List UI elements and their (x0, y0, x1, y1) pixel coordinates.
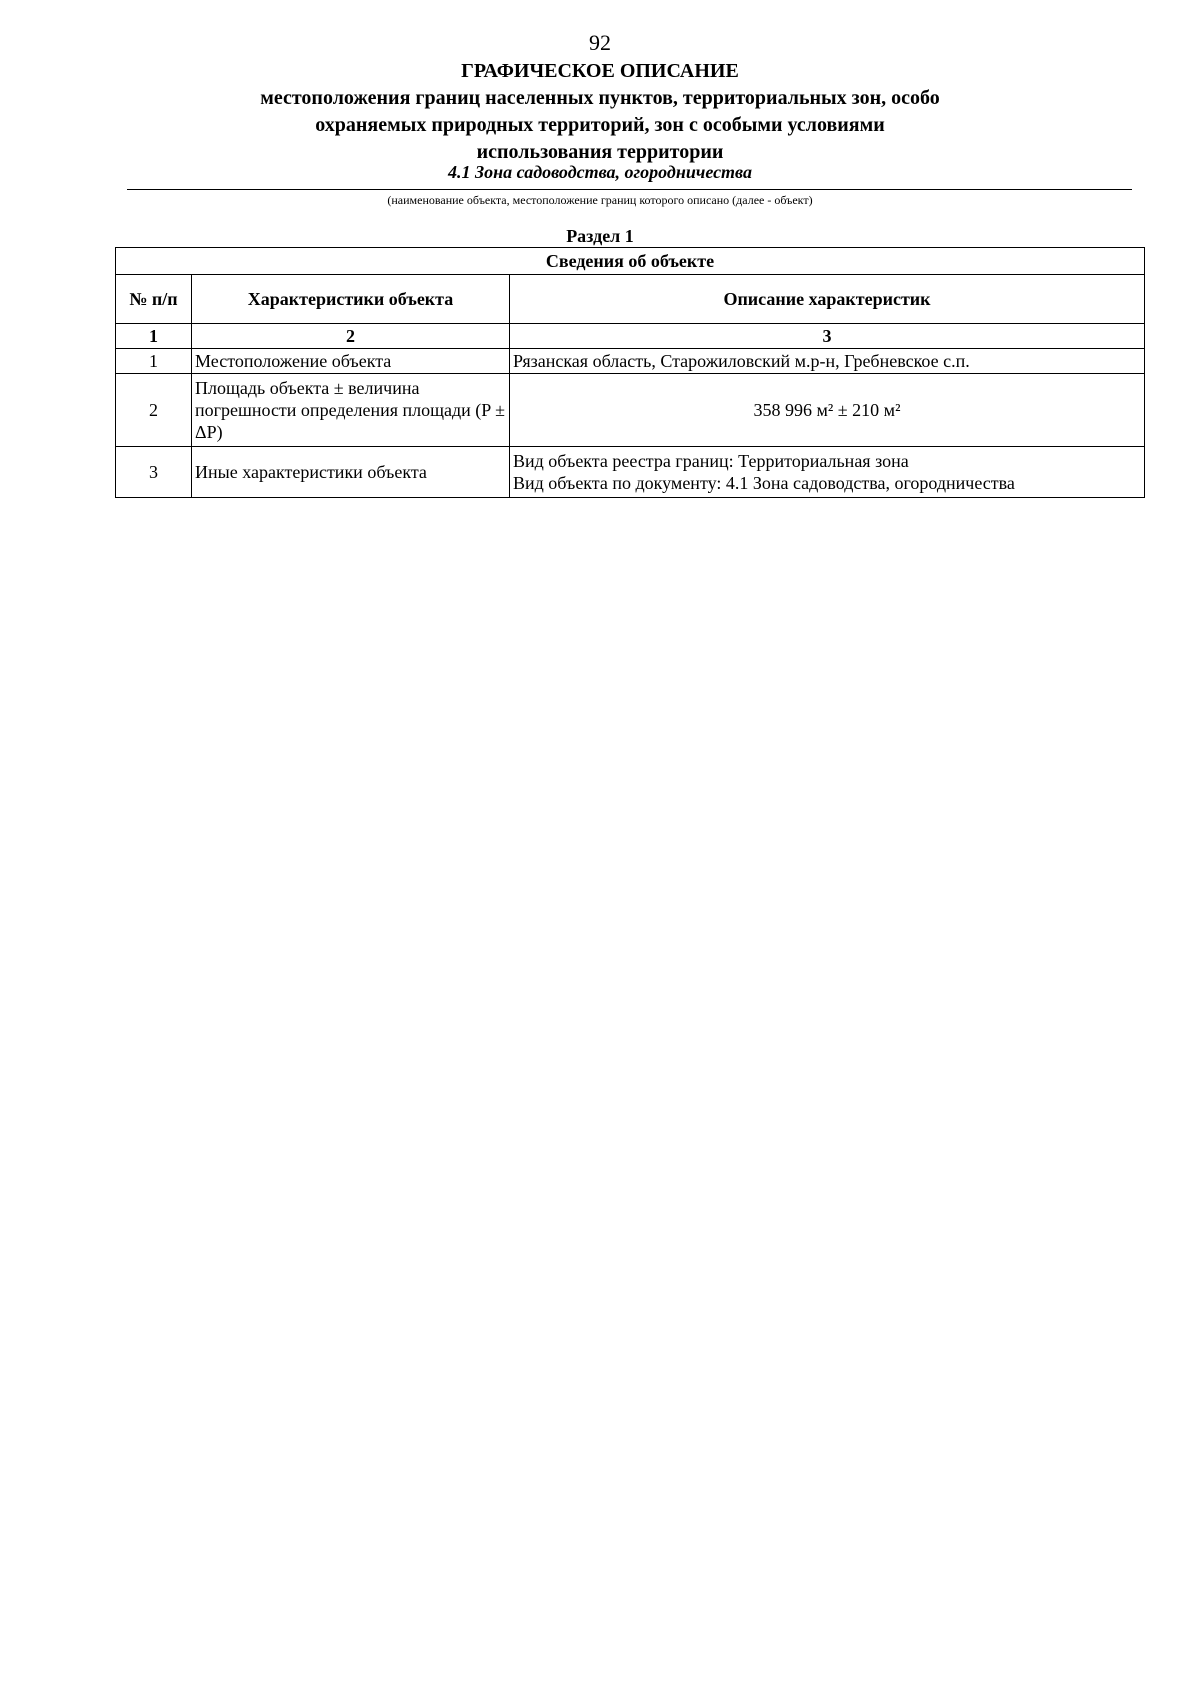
row-characteristic: Площадь объекта ± величина погрешности определения площади (P ± ΔP) (192, 374, 510, 447)
row-description (510, 349, 1145, 374)
row-description (510, 374, 1145, 447)
table-row (116, 447, 1145, 498)
row-description-line: Рязанская область, Старожиловский м.р-н, Гребневское с.п. (513, 351, 970, 371)
document-title-block (0, 58, 1200, 166)
object-caption: (наименование объекта, местоположение границ которого описано (далее - объект) (387, 193, 813, 207)
column-number: 3 (510, 324, 1145, 349)
column-number: 1 (116, 324, 192, 349)
table-header-row (116, 275, 1145, 324)
row-characteristic: Иные характеристики объекта (192, 447, 510, 498)
page-number: 92 (589, 30, 611, 55)
document-subtitle: местоположения границ населенных пунктов, территориальных зон, особо охраняемых природных территорий, зон с особыми условиями использования территории (260, 87, 940, 163)
table-row (116, 349, 1145, 374)
table-row (116, 374, 1145, 447)
object-underline (127, 189, 1132, 190)
object-name: 4.1 Зона садоводства, огородничества (448, 162, 752, 182)
row-num: 1 (116, 349, 192, 374)
section-title: Раздел 1 (566, 226, 634, 246)
column-number: 2 (192, 324, 510, 349)
document-title: ГРАФИЧЕСКОЕ ОПИСАНИЕ (461, 60, 739, 82)
header-description: Описание характеристик (510, 275, 1145, 324)
table-caption: Сведения об объекте (116, 248, 1145, 275)
row-characteristic: Местоположение объекта (192, 349, 510, 374)
row-description-line: Вид объекта по документу: 4.1 Зона садоводства, огородничества (513, 473, 1015, 493)
object-info-table (115, 247, 1145, 498)
column-number-row (116, 324, 1145, 349)
header-num: № п/п (116, 275, 192, 324)
row-description-line: 358 996 м² ± 210 м² (753, 400, 901, 420)
row-description-line: Вид объекта реестра границ: Территориальная зона (513, 451, 909, 471)
table-caption-row (116, 248, 1145, 275)
header-characteristics: Характеристики объекта (192, 275, 510, 324)
row-num: 2 (116, 374, 192, 447)
row-description (510, 447, 1145, 498)
row-num: 3 (116, 447, 192, 498)
